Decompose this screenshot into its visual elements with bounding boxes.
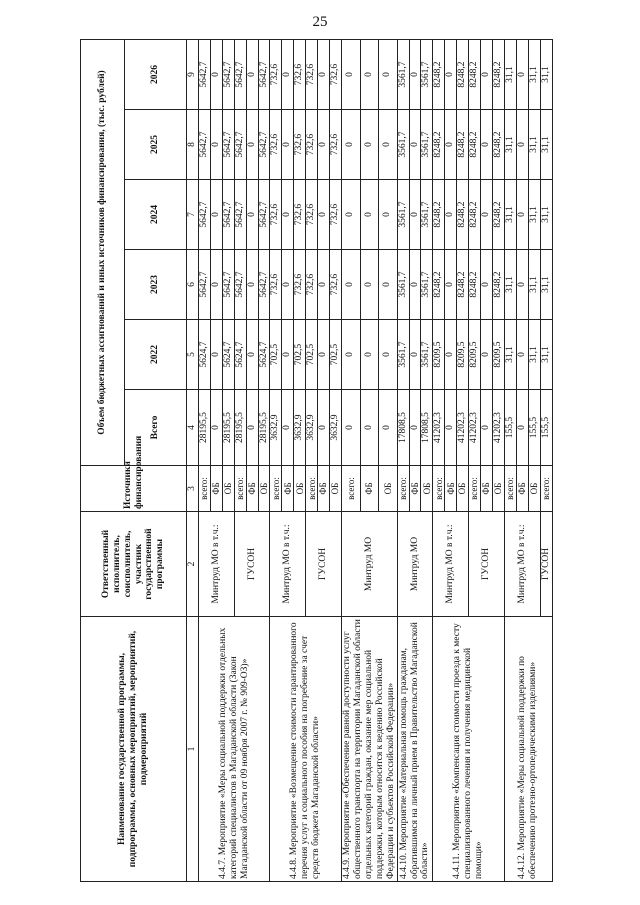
amount-cell: 3561,7 [397, 110, 409, 180]
funding-source: всего: [433, 466, 445, 512]
amount-cell: 31,1 [540, 180, 552, 250]
amount-cell: 5642,7 [234, 110, 246, 180]
amount-cell: 5642,7 [198, 250, 210, 320]
amount-cell: 0 [445, 40, 457, 110]
amount-cell: 0 [445, 180, 457, 250]
amount-cell: 28195,5 [234, 390, 246, 466]
amount-cell: 0 [360, 40, 379, 110]
amount-cell: 3561,7 [421, 250, 433, 320]
funding-source: ФБ [516, 466, 528, 512]
amount-cell: 732,6 [330, 110, 342, 180]
amount-cell: 5642,7 [198, 110, 210, 180]
amount-cell: 5642,7 [222, 110, 234, 180]
amount-cell: 0 [379, 40, 398, 110]
amount-cell: 732,6 [270, 250, 282, 320]
amount-cell: 0 [246, 180, 258, 250]
amount-cell: 8248,2 [433, 40, 445, 110]
amount-cell: 0 [360, 180, 379, 250]
amount-cell: 3561,7 [421, 320, 433, 390]
amount-cell: 8248,2 [457, 110, 469, 180]
column-number: 2 [187, 512, 199, 617]
funding-source: ФБ [318, 466, 330, 512]
amount-cell: 31,1 [540, 320, 552, 390]
amount-cell: 0 [516, 180, 528, 250]
amount-cell: 0 [318, 390, 330, 466]
header-year: Всего [125, 390, 187, 466]
amount-cell: 732,6 [294, 180, 306, 250]
header-year: 2022 [125, 320, 187, 390]
amount-cell: 0 [445, 250, 457, 320]
measure-name: 4.4.11. Мероприятие «Компенсация стоимости проезда к месту специализированного лечения и получения медицинской помощи» [433, 617, 505, 882]
column-number: 4 [187, 390, 199, 466]
amount-cell: 0 [409, 250, 421, 320]
amount-cell: 732,6 [294, 40, 306, 110]
amount-cell: 31,1 [504, 40, 516, 110]
executor-name: Минтруд МО [397, 512, 433, 617]
funding-source: всего: [198, 466, 210, 512]
amount-cell: 8248,2 [469, 250, 481, 320]
amount-cell: 31,1 [528, 250, 540, 320]
column-number: 1 [187, 617, 199, 882]
funding-source: ФБ [445, 466, 457, 512]
amount-cell: 41202,3 [492, 390, 504, 466]
funding-source: всего: [469, 466, 481, 512]
amount-cell: 8209,5 [433, 320, 445, 390]
measure-name: 4.4.8. Мероприятие «Возмещение стоимости гарантированного перечня услуг и социального пособия на погребение за счет средств бюджета Магаданской области» [270, 617, 342, 882]
amount-cell: 0 [318, 320, 330, 390]
amount-cell: 31,1 [528, 320, 540, 390]
amount-cell: 702,5 [294, 320, 306, 390]
amount-cell: 0 [360, 110, 379, 180]
funding-source: ОБ [222, 466, 234, 512]
amount-cell: 5642,7 [234, 180, 246, 250]
amount-cell: 0 [481, 40, 493, 110]
amount-cell: 0 [516, 110, 528, 180]
funding-source: всего: [504, 466, 516, 512]
amount-cell: 5642,7 [198, 40, 210, 110]
amount-cell: 732,6 [294, 110, 306, 180]
amount-cell: 5642,7 [258, 110, 270, 180]
executor-name: ГУСОН [540, 512, 552, 617]
funding-source: всего: [341, 466, 360, 512]
amount-cell: 0 [210, 390, 222, 466]
amount-cell: 702,5 [306, 320, 318, 390]
amount-cell: 17808,5 [397, 390, 409, 466]
column-number: 6 [187, 250, 199, 320]
amount-cell: 41202,3 [469, 390, 481, 466]
amount-cell: 28195,5 [258, 390, 270, 466]
amount-cell: 0 [379, 390, 398, 466]
amount-cell: 0 [282, 180, 294, 250]
amount-cell: 31,1 [504, 110, 516, 180]
amount-cell: 31,1 [528, 40, 540, 110]
amount-cell: 5642,7 [222, 250, 234, 320]
amount-cell: 0 [318, 180, 330, 250]
amount-cell: 5642,7 [258, 180, 270, 250]
funding-source: ОБ [379, 466, 398, 512]
table-row [270, 40, 282, 882]
funding-source: всего: [397, 466, 409, 512]
amount-cell: 8248,2 [492, 40, 504, 110]
amount-cell: 3632,9 [294, 390, 306, 466]
amount-cell: 28195,5 [222, 390, 234, 466]
funding-source: ОБ [457, 466, 469, 512]
amount-cell: 0 [246, 320, 258, 390]
table-row [397, 40, 409, 882]
amount-cell: 8248,2 [433, 110, 445, 180]
column-number: 5 [187, 320, 199, 390]
funding-source: ФБ [210, 466, 222, 512]
amount-cell: 8248,2 [469, 40, 481, 110]
amount-cell: 0 [210, 250, 222, 320]
amount-cell: 31,1 [540, 40, 552, 110]
amount-cell: 8248,2 [492, 180, 504, 250]
header-source: Источники финансирования [81, 466, 187, 512]
amount-cell: 31,1 [540, 250, 552, 320]
amount-cell: 0 [409, 40, 421, 110]
executor-name: ГУСОН [469, 512, 505, 617]
funding-source: всего: [270, 466, 282, 512]
funding-source: ФБ [282, 466, 294, 512]
amount-cell: 0 [516, 390, 528, 466]
amount-cell: 0 [481, 250, 493, 320]
amount-cell: 0 [379, 320, 398, 390]
measure-name: 4.4.10. Мероприятие «Материальная помощь гражданам, обратившимся на личный прием в Правительство Магаданской области» [397, 617, 433, 882]
funding-source: всего: [306, 466, 318, 512]
amount-cell: 0 [481, 390, 493, 466]
table-row [433, 40, 445, 882]
amount-cell: 0 [341, 320, 360, 390]
amount-cell: 0 [516, 250, 528, 320]
amount-cell: 732,6 [294, 250, 306, 320]
amount-cell: 17808,5 [421, 390, 433, 466]
measure-name: 4.4.12. Мероприятие «Меры социальной поддержки по обеспечению протезно-ортопедическими изделиями» [504, 617, 552, 882]
header-name: Наименование государственной программы, подпрограммы, основных мероприятий, мероприятий, подмероприятий [81, 617, 187, 882]
amount-cell: 0 [341, 110, 360, 180]
amount-cell: 5624,7 [198, 320, 210, 390]
amount-cell: 0 [379, 180, 398, 250]
amount-cell: 0 [246, 390, 258, 466]
amount-cell: 3561,7 [397, 180, 409, 250]
header-executor: Ответственный исполнитель, соисполнитель, участник государственной программы [81, 512, 187, 617]
rotated-table-wrapper [80, 40, 565, 882]
funding-table [80, 39, 553, 882]
amount-cell: 0 [409, 390, 421, 466]
amount-cell: 8248,2 [492, 250, 504, 320]
amount-cell: 31,1 [504, 320, 516, 390]
amount-cell: 8248,2 [457, 40, 469, 110]
executor-name: Минтруд МО [341, 512, 397, 617]
amount-cell: 0 [379, 250, 398, 320]
amount-cell: 155,5 [504, 390, 516, 466]
amount-cell: 0 [445, 110, 457, 180]
amount-cell: 3632,9 [270, 390, 282, 466]
amount-cell: 732,6 [330, 250, 342, 320]
amount-cell: 0 [246, 250, 258, 320]
amount-cell: 28195,5 [198, 390, 210, 466]
amount-cell: 732,6 [270, 180, 282, 250]
header-year: 2025 [125, 110, 187, 180]
executor-name: Минтруд МО в т.ч.: [433, 512, 469, 617]
amount-cell: 3561,7 [397, 320, 409, 390]
amount-cell: 41202,3 [433, 390, 445, 466]
measure-name: 4.4.7. Мероприятие «Меры социальной поддержки отдельных категорий специалистов в Магаданской области (Закон Магаданской области от 09 ноября 2007 г. № 909-ОЗ)» [198, 617, 270, 882]
amount-cell: 31,1 [504, 180, 516, 250]
amount-cell: 31,1 [504, 250, 516, 320]
amount-cell: 732,6 [306, 110, 318, 180]
amount-cell: 5642,7 [258, 250, 270, 320]
amount-cell: 0 [341, 390, 360, 466]
amount-cell: 732,6 [330, 180, 342, 250]
executor-name: ГУСОН [234, 512, 270, 617]
funding-source: ФБ [409, 466, 421, 512]
amount-cell: 8248,2 [433, 250, 445, 320]
amount-cell: 0 [282, 320, 294, 390]
amount-cell: 5642,7 [234, 40, 246, 110]
amount-cell: 5642,7 [222, 40, 234, 110]
page-number: 25 [312, 14, 328, 30]
amount-cell: 0 [210, 320, 222, 390]
amount-cell: 5642,7 [198, 180, 210, 250]
amount-cell: 155,5 [528, 390, 540, 466]
funding-source: ОБ [528, 466, 540, 512]
amount-cell: 31,1 [540, 110, 552, 180]
funding-source: ОБ [330, 466, 342, 512]
amount-cell: 3561,7 [421, 40, 433, 110]
amount-cell: 702,5 [330, 320, 342, 390]
executor-name: ГУСОН [306, 512, 342, 617]
funding-source: ОБ [421, 466, 433, 512]
amount-cell: 8209,5 [457, 320, 469, 390]
amount-cell: 3632,9 [306, 390, 318, 466]
header-year: 2024 [125, 180, 187, 250]
amount-cell: 3561,7 [397, 250, 409, 320]
amount-cell: 0 [210, 180, 222, 250]
amount-cell: 0 [445, 320, 457, 390]
amount-cell: 0 [318, 40, 330, 110]
table-row [504, 40, 516, 882]
funding-source: ФБ [360, 466, 379, 512]
amount-cell: 0 [282, 250, 294, 320]
column-number: 9 [187, 40, 199, 110]
amount-cell: 0 [409, 180, 421, 250]
amount-cell: 0 [409, 110, 421, 180]
column-number: 3 [187, 466, 199, 512]
header-volume: Объем бюджетных ассигнований и иных источников финансирования, (тыс. рублей) [81, 40, 125, 466]
amount-cell: 732,6 [306, 180, 318, 250]
executor-name: Минтруд МО в т.ч.: [504, 512, 540, 617]
amount-cell: 0 [360, 250, 379, 320]
amount-cell: 0 [445, 390, 457, 466]
amount-cell: 702,5 [270, 320, 282, 390]
header-year: 2023 [125, 250, 187, 320]
amount-cell: 3561,7 [397, 40, 409, 110]
column-number: 8 [187, 110, 199, 180]
amount-cell: 0 [210, 40, 222, 110]
amount-cell: 8248,2 [469, 180, 481, 250]
amount-cell: 0 [282, 390, 294, 466]
amount-cell: 155,5 [540, 390, 552, 466]
amount-cell: 5624,7 [258, 320, 270, 390]
executor-name: Минтруд МО в т.ч.: [270, 512, 306, 617]
amount-cell: 31,1 [528, 180, 540, 250]
funding-source: ОБ [294, 466, 306, 512]
amount-cell: 5642,7 [258, 40, 270, 110]
table-row [198, 40, 210, 882]
amount-cell: 0 [516, 320, 528, 390]
amount-cell: 3561,7 [421, 110, 433, 180]
amount-cell: 0 [409, 320, 421, 390]
amount-cell: 0 [360, 390, 379, 466]
amount-cell: 8248,2 [457, 180, 469, 250]
amount-cell: 0 [246, 110, 258, 180]
amount-cell: 8248,2 [469, 110, 481, 180]
column-number: 7 [187, 180, 199, 250]
amount-cell: 0 [481, 110, 493, 180]
amount-cell: 8248,2 [457, 250, 469, 320]
funding-source: всего: [234, 466, 246, 512]
amount-cell: 8209,5 [469, 320, 481, 390]
amount-cell: 0 [481, 180, 493, 250]
table-row [341, 40, 360, 882]
amount-cell: 0 [341, 40, 360, 110]
header-year: 2026 [125, 40, 187, 110]
amount-cell: 5642,7 [234, 250, 246, 320]
amount-cell: 5624,7 [234, 320, 246, 390]
amount-cell: 8248,2 [492, 110, 504, 180]
funding-source: ФБ [481, 466, 493, 512]
amount-cell: 5642,7 [222, 180, 234, 250]
funding-source: ФБ [246, 466, 258, 512]
funding-source: ОБ [258, 466, 270, 512]
funding-source: ОБ [492, 466, 504, 512]
amount-cell: 0 [341, 180, 360, 250]
amount-cell: 732,6 [306, 40, 318, 110]
amount-cell: 732,6 [306, 250, 318, 320]
amount-cell: 0 [246, 40, 258, 110]
amount-cell: 31,1 [528, 110, 540, 180]
amount-cell: 0 [318, 250, 330, 320]
amount-cell: 0 [341, 250, 360, 320]
amount-cell: 41202,3 [457, 390, 469, 466]
amount-cell: 0 [481, 320, 493, 390]
amount-cell: 0 [210, 110, 222, 180]
amount-cell: 732,6 [270, 40, 282, 110]
executor-name: Минтруд МО в т.ч.: [198, 512, 234, 617]
amount-cell: 0 [379, 110, 398, 180]
measure-name: 4.4.9. Мероприятие «Обеспечение равной доступности услуг общественного транспорта на территории Магаданской области отдельных категорий граждан, оказание мер социальной поддержки, которым относится к ведению Российской Федерации и субъектов Российской Федерации» [341, 617, 397, 882]
amount-cell: 5624,7 [222, 320, 234, 390]
amount-cell: 732,6 [270, 110, 282, 180]
amount-cell: 0 [516, 40, 528, 110]
amount-cell: 732,6 [330, 40, 342, 110]
amount-cell: 8209,5 [492, 320, 504, 390]
amount-cell: 0 [282, 40, 294, 110]
funding-source: всего: [540, 466, 552, 512]
amount-cell: 0 [360, 320, 379, 390]
amount-cell: 3561,7 [421, 180, 433, 250]
amount-cell: 3632,9 [330, 390, 342, 466]
amount-cell: 0 [318, 110, 330, 180]
amount-cell: 0 [282, 110, 294, 180]
amount-cell: 8248,2 [433, 180, 445, 250]
